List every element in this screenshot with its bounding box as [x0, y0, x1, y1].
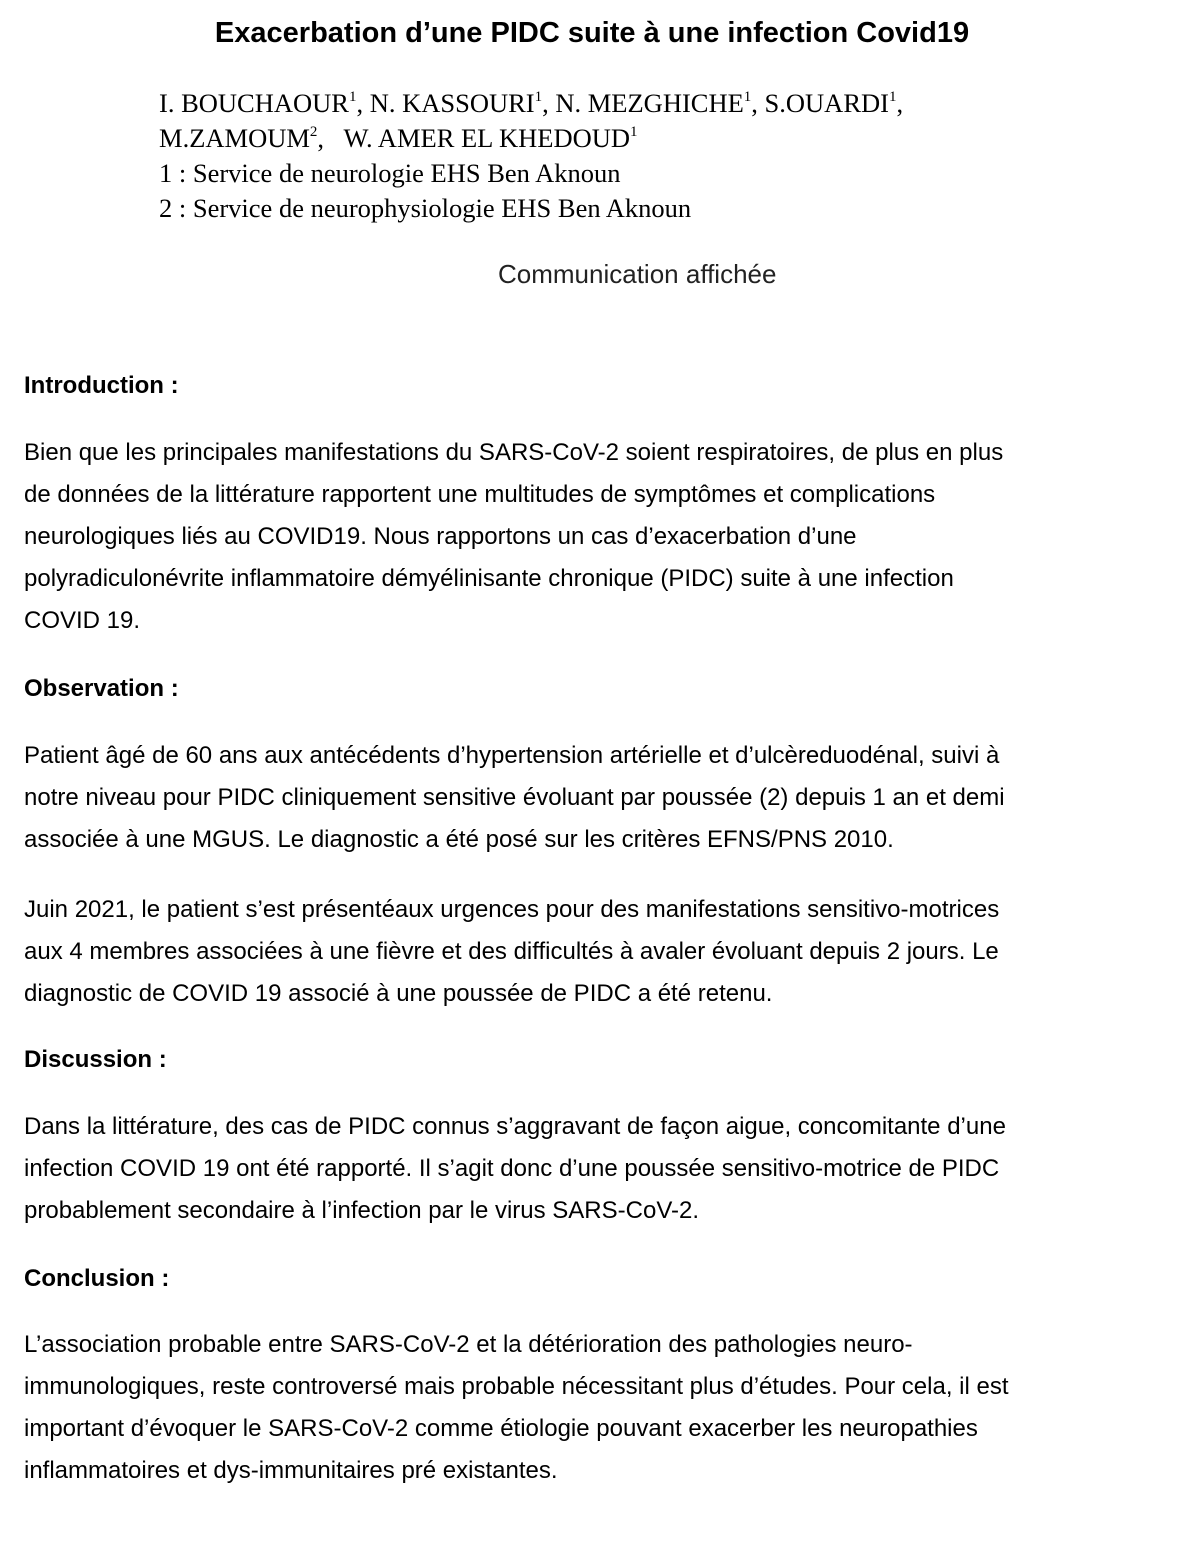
author-name: , W. AMER EL KHEDOUD	[317, 123, 631, 153]
paragraph-line: Dans la littérature, des cas de PIDC connus s’aggravant de façon aigue, concomitante d’une	[24, 1113, 1006, 1140]
paragraph-line: Juin 2021, le patient s’est présentéaux urgences pour des manifestations sensitivo-motrices	[24, 896, 1000, 923]
paragraph-line: aux 4 membres associées à une fièvre et des difficultés à avaler évoluant depuis 2 jours. Le	[24, 938, 999, 965]
paragraph-line: important d’évoquer le SARS-CoV-2 comme étiologie pouvant exacerber les neuropathies	[24, 1415, 978, 1442]
discussion-heading: Discussion :	[24, 1046, 167, 1073]
author-affiliation-number: 1	[888, 89, 897, 105]
introduction-paragraph	[24, 432, 1174, 642]
observation-heading: Observation :	[24, 675, 179, 702]
paragraph-line: notre niveau pour PIDC cliniquement sensitive évoluant par poussée (2) depuis 1 an et demi	[24, 784, 1005, 811]
affiliation-2: 2 : Service de neurophysiologie EHS Ben Aknoun	[159, 193, 692, 223]
paragraph-line: probablement secondaire à l’infection par le virus SARS-CoV-2.	[24, 1197, 700, 1224]
author-separator: ,	[896, 88, 904, 118]
author-affiliation-number: 1	[630, 124, 638, 140]
author-name: M.ZAMOUM	[159, 123, 310, 153]
page-title: Exacerbation d’une PIDC suite à une infection Covid19	[214, 17, 970, 49]
paragraph-line: Patient âgé de 60 ans aux antécédents d’hypertension artérielle et d’ulcèreduodénal, suivi à	[24, 742, 1000, 769]
author-affiliation-number: 1	[348, 89, 357, 105]
paragraph-line: neurologiques liés au COVID19. Nous rapportons un cas d’exacerbation d’une	[24, 523, 857, 550]
paragraph-line: L’association probable entre SARS-CoV-2 et la détérioration des pathologies neuro-	[24, 1331, 913, 1358]
author-line-2	[159, 121, 1159, 156]
paragraph-line: de données de la littérature rapportent une multitudes de symptômes et complications	[24, 481, 936, 508]
author-affiliation-number: 1	[743, 89, 752, 105]
author-name: , N. KASSOURI	[356, 88, 535, 118]
conclusion-paragraph	[24, 1324, 1174, 1492]
author-affiliation-number: 1	[534, 89, 543, 105]
author-line-1	[159, 86, 1159, 121]
affiliation-1: 1 : Service de neurologie EHS Ben Aknoun	[159, 158, 621, 188]
paragraph-line: diagnostic de COVID 19 associé à une poussée de PIDC a été retenu.	[24, 980, 773, 1007]
author-name: , N. MEZGHICHE	[542, 88, 744, 118]
author-affiliation-number: 2	[309, 124, 318, 140]
discussion-paragraph	[24, 1106, 1174, 1232]
presentation-type: Communication affichée	[498, 259, 777, 289]
paragraph-line: associée à une MGUS. Le diagnostic a été posé sur les critères EFNS/PNS 2010.	[24, 826, 894, 853]
introduction-heading: Introduction :	[24, 372, 179, 399]
paragraph-line: infection COVID 19 ont été rapporté. Il s’agit donc d’une poussée sensitivo-motrice de PIDC	[24, 1155, 1000, 1182]
conclusion-heading: Conclusion :	[24, 1265, 170, 1292]
author-name: I. BOUCHAOUR	[159, 88, 349, 118]
observation-paragraph-2	[24, 889, 1174, 1015]
paragraph-line: inflammatoires et dys-immunitaires pré existantes.	[24, 1457, 558, 1484]
observation-paragraph-1	[24, 735, 1174, 861]
paragraph-line: COVID 19.	[24, 607, 141, 634]
author-block	[159, 86, 1159, 226]
author-name: , S.OUARDI	[751, 88, 889, 118]
paragraph-line: Bien que les principales manifestations du SARS-CoV-2 soient respiratoires, de plus en plus	[24, 439, 1004, 466]
paragraph-line: polyradiculonévrite inflammatoire démyélinisante chronique (PIDC) suite à une infection	[24, 565, 954, 592]
paragraph-line: immunologiques, reste controversé mais probable nécessitant plus d’études. Pour cela, il est	[24, 1373, 1009, 1400]
